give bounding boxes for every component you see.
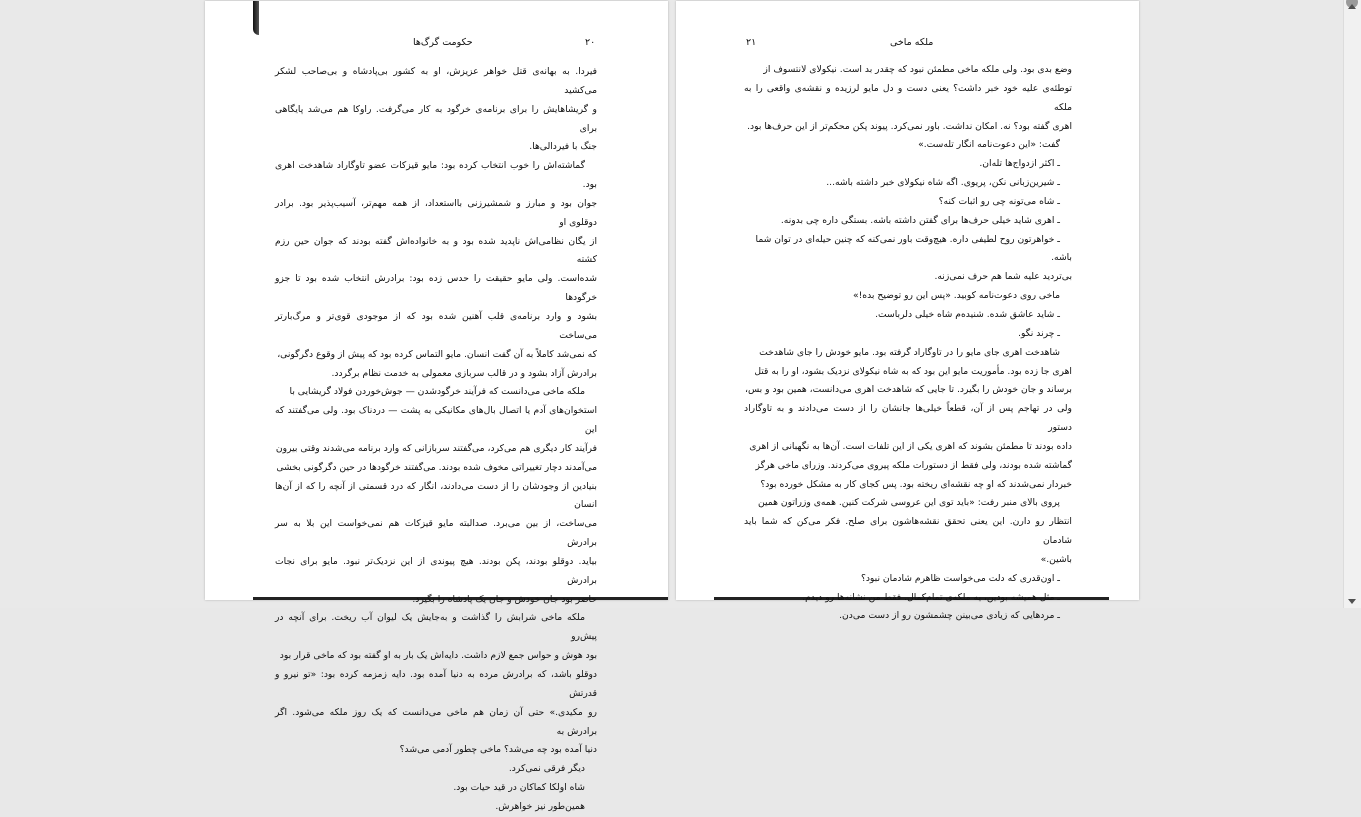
text-line: ـ شاه می‌تونه چی رو اثبات کنه؟ xyxy=(938,195,1060,207)
text-line: می‌ساخت، از بین می‌برد. صدالبته مایو قیزکات هم نمی‌خواست این بلا به سر برادرش xyxy=(275,518,597,549)
page-body-text xyxy=(275,63,597,817)
text-line: دیگر فرقی نمی‌کرد. xyxy=(508,763,585,775)
text-line: جوان بود و مبارز و شمشیرزنی بااستعداد، از همه مهم‌تر، آسیب‌پذیر بود. برادر دوقلوی او xyxy=(275,197,597,228)
text-line: ـ شیرین‌زبانی نکن، پریوی. اگه شاه نیکولای خبر داشته باشه... xyxy=(826,177,1060,189)
page-21 xyxy=(676,1,1139,622)
text-line: شده‌است. ولی مایو حقیقت را حدس زده بود: برادرش انتخاب شده بود تا جزو خرگودها xyxy=(275,273,597,304)
text-line: بنیادین از وجودشان را از دست می‌دادند، انگار که درد قسمتی از آنچه را که از آن‌ها انسان xyxy=(275,480,597,511)
text-line: ـ شاید عاشق شده. شنیده‌م شاه خیلی دلرباست. xyxy=(875,308,1060,320)
text-line: فرآیند کار دیگری هم می‌کرد، می‌گفتند سربازانی که وارد برنامه می‌شدند وقتی بیرون xyxy=(275,442,597,454)
page-number: ۲۱ xyxy=(746,37,757,48)
text-line: باشین.» xyxy=(1040,553,1072,565)
text-line: ملکه ماخی می‌دانست که فرآیند خرگودشدن — جوش‌خوردن فولاد گریشایی با xyxy=(289,386,585,398)
text-line: جنگ با فیردالی‌ها. xyxy=(529,141,597,153)
page-body-text xyxy=(744,61,1072,626)
text-line: فیردا. به بهانه‌ی قتل خواهر عزیزش، او به کشور بی‌پادشاه و بی‌صاحب لشکر می‌کشید xyxy=(275,66,597,96)
text-line: گماشته‌اش را خوب انتخاب کرده بود: مایو قیزکات عضو تاوگاراد شاهدخت اهری بود. xyxy=(275,160,597,191)
text-line: برساند و جان خودش را بگیرد. تا جایی که شاهدخت اهری می‌دانست، همین بود و بس، xyxy=(744,384,1072,396)
text-line: خبردار نمی‌شدند که او چه نقشه‌ای ریخته بود. پس کجای کار به مشکل خورده بود؟ xyxy=(760,478,1072,490)
text-line: برادرش آزاد بشود و در قالب سربازی معمولی به خدمت نظام برگردد. xyxy=(331,367,597,379)
page-number: ۲۰ xyxy=(585,37,596,48)
vertical-scrollbar[interactable] xyxy=(1343,0,1361,608)
text-line: اهری گفته بود؟ نه. امکان نداشت. باور نمی‌کرد. پیوند پکن محکم‌تر از این حرف‌ها بود. xyxy=(747,120,1072,132)
scroll-up-arrow-icon[interactable] xyxy=(1348,4,1356,9)
text-line: رو مکیدی.» حتی آن زمان هم ماخی می‌دانست که یک روز ملکه می‌شود. اگر برادرش به xyxy=(275,706,597,737)
text-line: پروی بالای منبر رفت: «باید توی این عروسی شرکت کنین. همه‌ی وزراتون همین xyxy=(758,497,1060,509)
text-line: شاهدخت اهری جای مایو را در تاوگاراد گرفته بود. مایو خودش را جای شاهدخت xyxy=(759,346,1060,358)
text-line: حاضر بود جان خودش و جان یک پادشاه را بگیرد. xyxy=(412,593,597,605)
text-line: همین‌طور نیز خواهرش. xyxy=(495,800,585,812)
text-line: ماخی روی دعوت‌نامه کوبید. «پس این رو توضیح بده!» xyxy=(852,290,1060,302)
text-line: بی‌تردید علیه شما هم حرف نمی‌زنه. xyxy=(934,271,1072,283)
text-line: انتظار رو دارن. این یعنی تحقق نقشه‌هاشون برای صلح. فکر می‌کن که شما باید شادمان xyxy=(744,516,1072,547)
text-line: ـ مردهایی که زیادی می‌بینن چشمشون رو از دست می‌دن. xyxy=(839,610,1060,622)
text-line: ولی در تهاجم پس از آن، قطعاً خیلی‌ها جانشان را از دست می‌دادند و به تاوگاراد دستور xyxy=(744,403,1072,434)
text-line: بیاید. دوقلو بودند، پکن بودند. هیچ پیوندی از این نزدیک‌تر نبود. مایو برای نجات برادرش xyxy=(275,555,597,586)
running-title: ملکه ماخی xyxy=(890,37,934,48)
text-line: توطئه‌ی علیه خود خبر داشت؟ یعنی دست و دل مایو لرزیده و نقشه‌ی واقعی را به ملکه xyxy=(744,82,1072,113)
page-20 xyxy=(205,1,668,812)
text-line: دنیا آمده بود چه می‌شد؟ ماخی چطور آدمی می‌شد؟ xyxy=(399,744,597,756)
scroll-down-arrow-icon[interactable] xyxy=(1348,599,1356,604)
text-line: ـ چرند نگو. xyxy=(1018,327,1060,339)
text-line: دوقلو باشد، که برادرش مرده به دنیا آمده بود. دایه زمزمه کرده بود: «تو نیرو و قدرتش xyxy=(275,669,597,699)
text-line: وضع بدی بود. ولی ملکه ماخی مطمئن نبود که چقدر بد است. نیکولای لانتسوف از xyxy=(763,64,1072,75)
text-line: ـ اکثر ازدواج‌ها تله‌ان. xyxy=(979,158,1060,170)
text-line: ملکه ماخی شرابش را گذاشت و به‌جایش یک لیوان آب ریخت. برای آنچه در پیش‌رو xyxy=(275,612,597,643)
text-line: ـ اهری شاید خیلی حرف‌ها برای گفتن داشته باشه. بستگی داره چی بدونه. xyxy=(780,214,1060,226)
text-line: و گریشاهایش را برای برنامه‌ی خرگود به کار می‌گرفت. راوکا هم می‌شد پایگاهی برای xyxy=(275,103,597,134)
text-line: که نمی‌شد کاملاً به آن گفت انسان. مایو التماس کرده بود که پیش از وقوع دگرگونی، xyxy=(277,348,597,360)
text-line: گماشته شده بودند، ولی فقط از دستورات ملکه پیروی می‌کردند. وزرای ماخی هرگز xyxy=(755,459,1072,471)
text-line: ـ خواهرتون روح لطیفی داره. هیچ‌وقت باور نمی‌کنه که چنین حیله‌ای در توان شما باشه. xyxy=(755,233,1072,264)
running-title: حکومت گرگ‌ها xyxy=(413,37,473,48)
text-line: بشود و وارد برنامه‌ی قلب آهنین شده بود که از موجودی قوی‌تر و مرگ‌بارتر می‌ساخت xyxy=(275,310,597,341)
text-line: داده بودند تا مطمئن بشوند که اهری یکی از این تلفات است. آن‌ها به نگهبانی از اهری xyxy=(749,440,1072,452)
text-line: شاه اولکا کماکان در قید حیات بود. xyxy=(453,782,585,794)
text-line: از یگان نظامی‌اش ناپدید شده بود و به خانواده‌اش گفته بودند که جوان حین رزم کشته xyxy=(275,235,597,266)
text-line: بود هوش و حواس جمع لازم داشت. دایه‌اش یک بار به او گفته بود که ماخی قرار بود xyxy=(279,650,597,662)
text-line: می‌آمدند دچار تغییراتی مخوف شده بودند. می‌گفتند خرگودها در حین دگرگونی بخشی xyxy=(276,461,597,473)
scan-shadow-edge xyxy=(253,1,259,35)
text-line: ـ اون‌قدری که دلت می‌خواست ظاهرم شادمان نبود؟ xyxy=(860,572,1060,584)
text-line: گفت: «این دعوت‌نامه انگار تله‌ست.» xyxy=(918,139,1060,151)
text-line: ـ مثل همیشه بودین، یه ملکه‌ی تمام‌کمال. فقط من نشانه‌ها رو دیدم. xyxy=(802,591,1060,603)
text-line: استخوان‌های آدم یا اتصال بال‌های مکانیکی به پشت — دردناک بود. ولی می‌گفتند که این xyxy=(275,405,597,436)
text-line: اهری جا زده بود. مأموریت مایو این بود که به شاه نیکولای نزدیک بشود، او را به قتل xyxy=(754,365,1072,377)
